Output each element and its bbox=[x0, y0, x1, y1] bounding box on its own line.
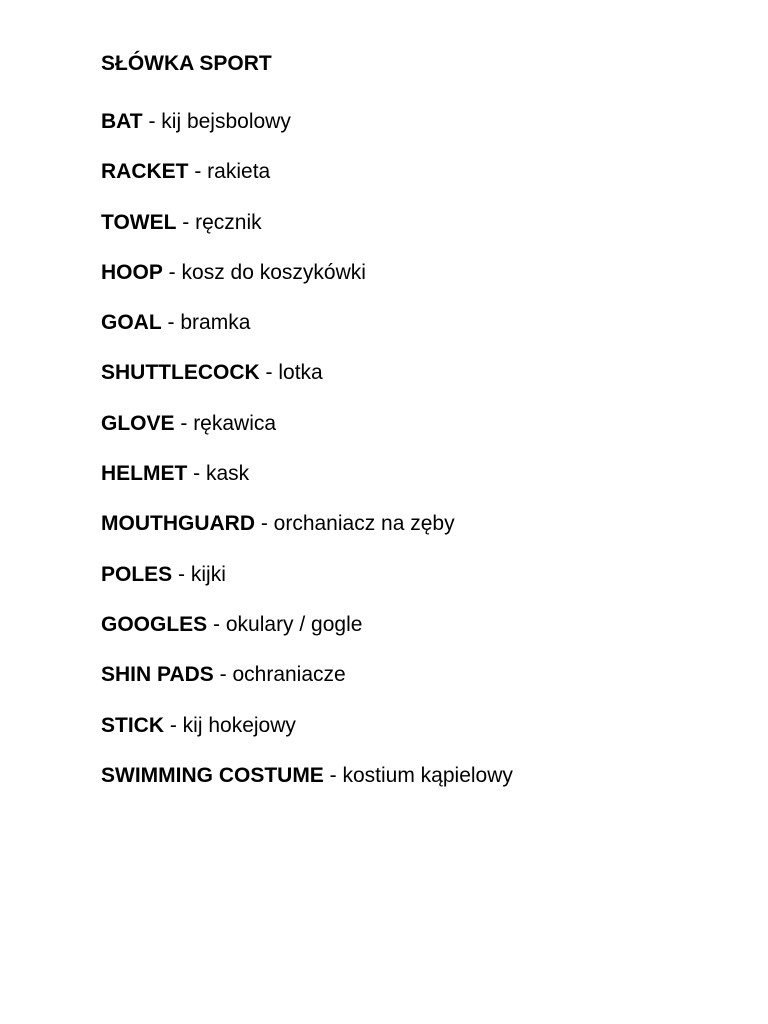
english-term: MOUTHGUARD bbox=[101, 512, 255, 536]
polish-translation: okulary / gogle bbox=[225, 612, 363, 636]
vocabulary-entry bbox=[101, 611, 741, 639]
entry-separator: - bbox=[174, 411, 194, 435]
vocabulary-entry bbox=[101, 510, 741, 538]
entry-separator: - bbox=[176, 210, 196, 234]
polish-translation: orchaniacz na zęby bbox=[273, 512, 455, 536]
polish-translation: ręcznik bbox=[195, 210, 262, 234]
polish-translation: ochraniacze bbox=[232, 663, 346, 687]
polish-translation: bramka bbox=[180, 311, 251, 335]
vocabulary-entry bbox=[101, 762, 741, 790]
polish-translation: rakieta bbox=[207, 160, 271, 184]
english-term: SHIN PADS bbox=[101, 663, 214, 687]
english-term: HELMET bbox=[101, 462, 188, 486]
english-term: BAT bbox=[101, 110, 143, 133]
vocabulary-entry bbox=[101, 460, 741, 488]
polish-translation: kij bejsbolowy bbox=[161, 110, 291, 133]
polish-translation: lotka bbox=[278, 361, 323, 385]
english-term: HOOP bbox=[101, 260, 163, 284]
vocabulary-entry bbox=[101, 108, 741, 136]
entry-separator: - bbox=[259, 361, 279, 385]
english-term: SWIMMING COSTUME bbox=[101, 763, 324, 787]
entry-separator: - bbox=[172, 562, 191, 586]
entry-separator: - bbox=[187, 462, 206, 486]
entry-separator: - bbox=[207, 612, 226, 636]
entry-separator: - bbox=[161, 311, 181, 335]
english-term: TOWEL bbox=[101, 210, 177, 234]
vocabulary-entry bbox=[101, 561, 741, 589]
entry-separator: - bbox=[213, 663, 233, 687]
vocabulary-entry bbox=[101, 158, 741, 186]
vocabulary-list bbox=[101, 108, 741, 790]
entry-separator: - bbox=[188, 160, 208, 184]
polish-translation: kask bbox=[206, 462, 250, 486]
vocabulary-entry bbox=[101, 259, 741, 287]
document-title: SŁÓWKA SPORT bbox=[101, 52, 272, 75]
polish-translation: rękawica bbox=[193, 411, 277, 435]
document-page bbox=[101, 50, 741, 812]
vocabulary-entry bbox=[101, 410, 741, 438]
vocabulary-entry bbox=[101, 209, 741, 237]
english-term: GOAL bbox=[101, 311, 162, 335]
polish-translation: kosz do koszykówki bbox=[181, 260, 366, 284]
polish-translation: kijki bbox=[190, 562, 226, 586]
entry-separator: - bbox=[162, 260, 182, 284]
entry-separator: - bbox=[254, 512, 274, 536]
entry-separator: - bbox=[164, 713, 183, 737]
english-term: SHUTTLECOCK bbox=[101, 361, 260, 385]
vocabulary-entry bbox=[101, 359, 741, 387]
vocabulary-entry bbox=[101, 661, 741, 689]
vocabulary-entry bbox=[101, 712, 741, 740]
english-term: GLOVE bbox=[101, 411, 175, 435]
english-term: GOOGLES bbox=[101, 612, 208, 636]
polish-translation: kij hokejowy bbox=[182, 713, 296, 737]
english-term: POLES bbox=[101, 562, 173, 586]
entry-separator: - bbox=[323, 763, 343, 787]
polish-translation: kostium kąpielowy bbox=[342, 763, 513, 787]
vocabulary-entry bbox=[101, 309, 741, 337]
english-term: STICK bbox=[101, 713, 164, 737]
entry-separator: - bbox=[142, 110, 162, 133]
english-term: RACKET bbox=[101, 160, 189, 184]
